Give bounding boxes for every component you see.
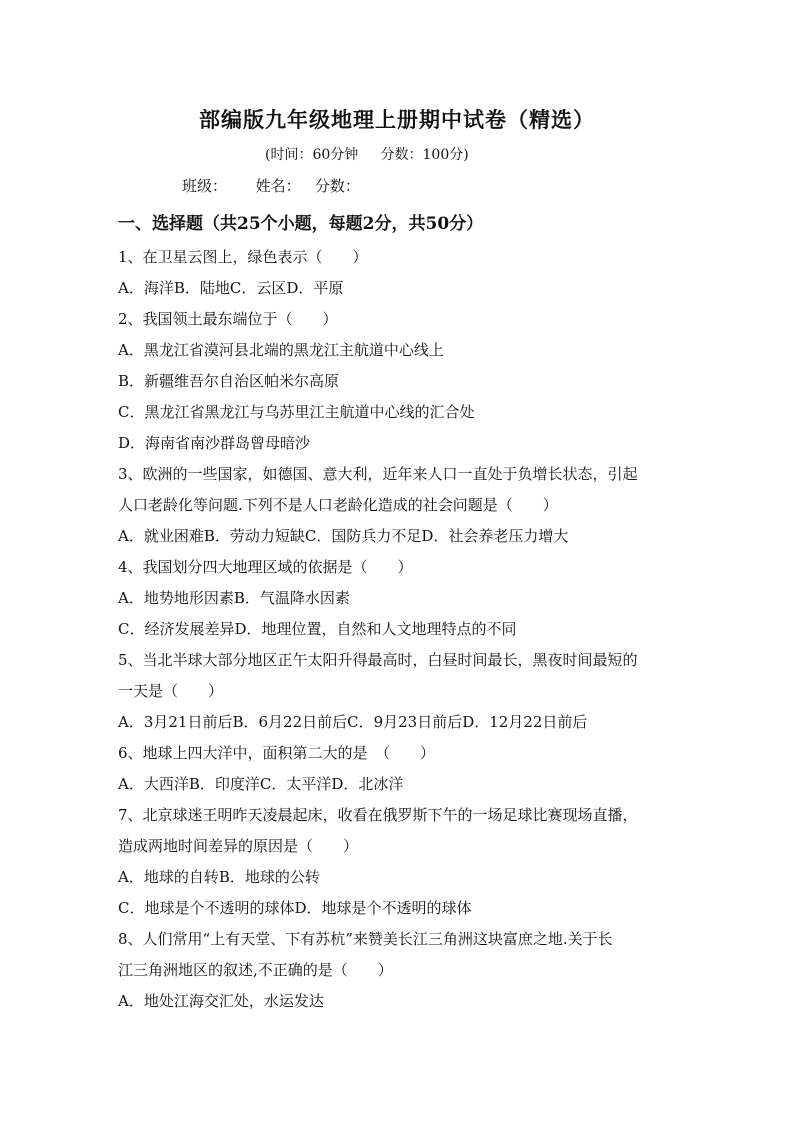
question-line: A．地处江海交汇处，水运发达 <box>118 992 324 1010</box>
question-line: 5、当北半球大部分地区正午太阳升得最高时，白昼时间最长，黑夜时间最短的 <box>118 651 638 669</box>
question-line: A．海洋B．陆地C．云区D．平原 <box>118 279 344 297</box>
student-info-line: 班级： 姓名： 分数： <box>182 177 360 195</box>
question-line: 1、在卫星云图上，绿色表示（ ） <box>118 248 368 266</box>
question-line: A．黑龙江省漠河县北端的黑龙江主航道中心线上 <box>118 341 444 359</box>
question-line: 人口老龄化等问题.下列不是人口老龄化造成的社会问题是（ ） <box>118 496 558 514</box>
question-line: 8、人们常用“上有天堂、下有苏杭”来赞美长江三角洲这块富庶之地.关于长 <box>118 930 613 948</box>
question-line: C．地球是个不透明的球体D．地球是个不透明的球体 <box>118 899 472 917</box>
question-line: 6、地球上四大洋中，面积第二大的是 （ ） <box>118 744 436 762</box>
question-line: A．大西洋B．印度洋C．太平洋D．北冰洋 <box>118 775 404 793</box>
exam-title: 部编版九年级地理上册期中试卷（精选） <box>199 107 595 132</box>
question-line: 一天是（ ） <box>118 682 224 700</box>
question-line: A．地球的自转B．地球的公转 <box>118 868 320 886</box>
question-list <box>118 242 688 1017</box>
question-line: A．3月21日前后B．6月22日前后C．9月23日前后D．12月22日前后 <box>118 713 588 731</box>
question-line: D．海南省南沙群岛曾母暗沙 <box>118 434 311 452</box>
question-line: 2、我国领土最东端位于（ ） <box>118 310 338 328</box>
question-line: 造成两地时间差异的原因是（ ） <box>118 837 359 855</box>
question-line: 3、欧洲的一些国家，如德国、意大利，近年来人口一直处于负增长状态，引起 <box>118 465 638 483</box>
question-line: A．地势地形因素B．气温降水因素 <box>118 589 350 607</box>
question-line: B．新疆维吾尔自治区帕米尔高原 <box>118 372 340 390</box>
question-line: C．经济发展差异D．地理位置，自然和人文地理特点的不同 <box>118 620 517 638</box>
question-line: C．黑龙江省黑龙江与乌苏里江主航道中心线的汇合处 <box>118 403 475 421</box>
section-title: 一、选择题（共25个小题，每题2分，共50分） <box>118 214 484 234</box>
question-line: 4、我国划分四大地理区域的依据是（ ） <box>118 558 413 576</box>
question-line: 江三角洲地区的叙述,不正确的是（ ） <box>118 961 393 979</box>
question-line: A．就业困难B．劳动力短缺C．国防兵力不足D．社会养老压力增大 <box>118 527 569 545</box>
question-line: 7、北京球迷王明昨天凌晨起床，收看在俄罗斯下午的一场足球比赛现场直播， <box>118 806 638 824</box>
exam-time-score: (时间：60分钟 分数：100分) <box>265 147 469 163</box>
